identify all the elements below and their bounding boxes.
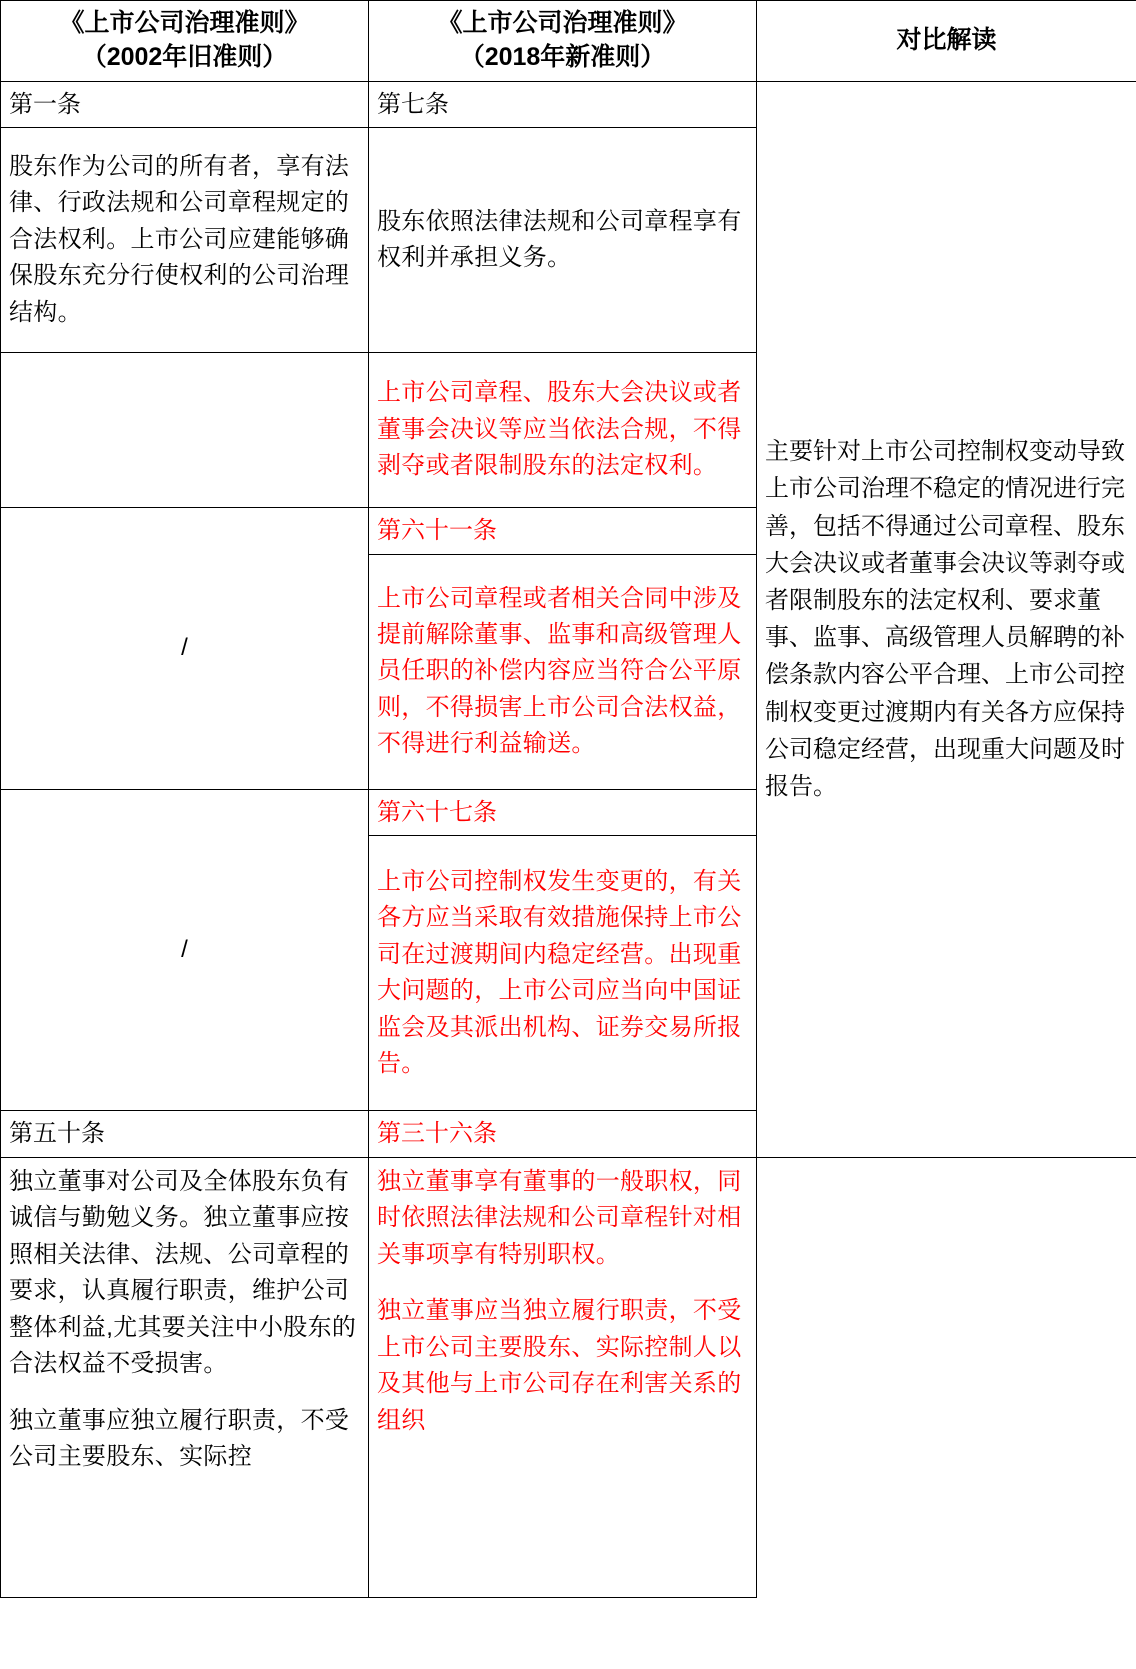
old-article-text-empty [1,353,369,508]
old-article-placeholder-2: / [1,789,369,1111]
new-article-label-3: 第六十七条 [369,789,757,836]
new-article-paragraph-1: 独立董事享有董事的一般职权，同时依照法律法规和公司章程针对相关事项享有特别职权。 [377,1167,742,1268]
new-article-paragraph-2: 独立董事应当独立履行职责，不受上市公司主要股东、实际控制人以及其他与上市公司存在利害关系的组织 [377,1297,742,1434]
new-article-text-3: 上市公司章程或者相关合同中涉及提前解除董事、监事和高级管理人员任职的补偿内容应当符合公平原则，不得损害上市公司合法权益，不得进行利益输送。 [369,554,757,789]
new-article-label-1: 第七条 [369,81,757,128]
column-header-new-code [369,1,757,82]
header-title-line2: （2018年新准则） [459,42,666,71]
table-row [1,1157,1136,1597]
new-article-label-2: 第六十一条 [369,508,757,555]
new-article-text-2: 上市公司章程、股东大会决议或者董事会决议等应当依法合规，不得剥夺或者限制股东的法定权利。 [369,353,757,508]
old-article-placeholder-1: / [1,508,369,790]
table-body [1,81,1136,1597]
column-header-analysis [757,1,1136,82]
analysis-note-1: 主要针对上市公司控制权变动导致上市公司治理不稳定的情况进行完善，包括不得通过公司章程、股东大会决议或者董事会决议等剥夺或者限制股东的法定权利、要求董事、监事、高级管理人员解聘的补偿条款内容公平合理、上市公司控制权变更过渡期内有关各方应保持公司稳定经营，出现重大问题及时报告。 [757,81,1136,1157]
new-article-label-4: 第三十六条 [369,1111,757,1158]
header-title-line1: 《上市公司治理准则》 [437,9,688,37]
new-article-text-4: 上市公司控制权发生变更的，有关各方应当采取有效措施保持上市公司在过渡期间内稳定经营。出现重大问题的，上市公司应当向中国证监会及其派出机构、证券交易所报告。 [369,836,757,1111]
table-header [1,1,1136,82]
old-article-text-2 [1,1157,369,1597]
old-article-paragraph-1: 独立董事对公司及全体股东负有诚信与勤勉义务。独立董事应按照相关法律、法规、公司章程的要求，认真履行职责，维护公司整体利益,尤其要关注中小股东的合法权益不受损害。 [9,1167,357,1378]
new-article-text-5 [369,1157,757,1597]
old-article-label-2: 第五十条 [1,1111,369,1158]
old-article-label-1: 第一条 [1,81,369,128]
old-article-text-1: 股东作为公司的所有者，享有法律、行政法规和公司章程规定的合法权利。上市公司应建能够确保股东充分行使权利的公司治理结构。 [1,128,369,353]
header-title-line1: 《上市公司治理准则》 [59,9,310,37]
new-article-text-1: 股东依照法律法规和公司章程享有权利并承担义务。 [369,128,757,353]
header-title-line1: 对比解读 [896,25,997,54]
old-article-paragraph-2: 独立董事应独立履行职责，不受公司主要股东、实际控 [9,1406,350,1471]
column-header-old-code [1,1,369,82]
header-title-line2: （2002年旧准则） [81,42,288,71]
table-row [1,81,1136,128]
header-row [1,1,1136,82]
